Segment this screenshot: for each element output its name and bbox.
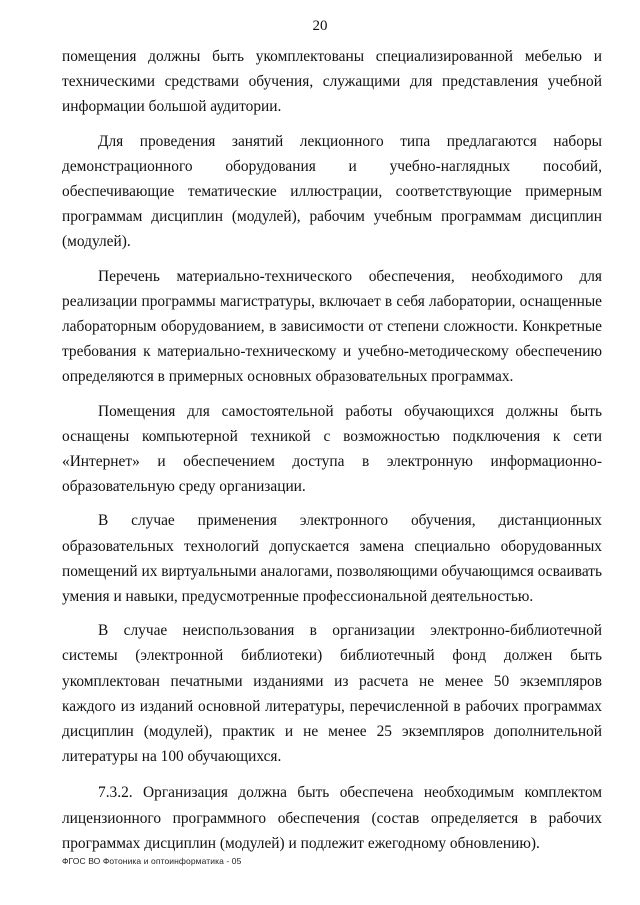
- page-number: 20: [312, 18, 328, 34]
- paragraph-e-learning: В случае применения электронного обучения, дистанционных образовательных технологий допускается замена специально оборудованных помещений их виртуальными аналогами, позволяющими обучающимся осваивать умения и навыки, предусмотренные профессиональной деятельностью.: [62, 512, 602, 606]
- paragraph-laboratories: Перечень материально-технического обеспечения, необходимого для реализации программы магистратуры, включает в себя лаборатории, оснащенные лабораторным оборудованием, в зависимости от степени сложности. Конкретные требования к материально-техническому и учебно-методическому обеспечению определяются в примерных основных образовательных программах.: [62, 267, 602, 386]
- paragraph-self-study-rooms: Помещения для самостоятельной работы обучающихся должны быть оснащены компьютерной техникой с возможностью подключения к сети «Интернет» и обеспечением доступа в электронную информационно-образовательную среду организации.: [62, 402, 602, 496]
- paragraph-library-fund: В случае неиспользования в организации электронно-библиотечной системы (электронной библиотеки) библиотечный фонд должен быть укомплектован печатными изданиями из расчета не менее 50 экземпляров каждого из изданий основной литературы, перечисленной в рабочих программах дисциплин (модулей), практик и не менее 25 экземпляров дополнительной литературы на 100 обучающихся.: [62, 622, 602, 766]
- paragraph-lecture-equipment: Для проведения занятий лекционного типа предлагаются наборы демонстрационного оборудования и учебно-наглядных пособий, обеспечивающие тематические иллюстрации, соответствующие примерным программам дисциплин (модулей), рабочим учебным программам дисциплин (модулей).: [62, 132, 602, 251]
- document-body: [62, 44, 602, 865]
- paragraph-software-7-3-2: 7.3.2. Организация должна быть обеспечена необходимым комплектом лицензионного программного обеспечения (состав определяется в рабочих программах дисциплин (модулей) и подлежит ежегодному обновлению).: [62, 784, 602, 852]
- document-footer: ФГОС ВО Фотоника и оптоинформатика - 05: [62, 856, 242, 866]
- paragraph-furniture: помещения должны быть укомплектованы специализированной мебелью и техническими средствами обучения, служащими для представления учебной информации большой аудитории.: [62, 48, 602, 116]
